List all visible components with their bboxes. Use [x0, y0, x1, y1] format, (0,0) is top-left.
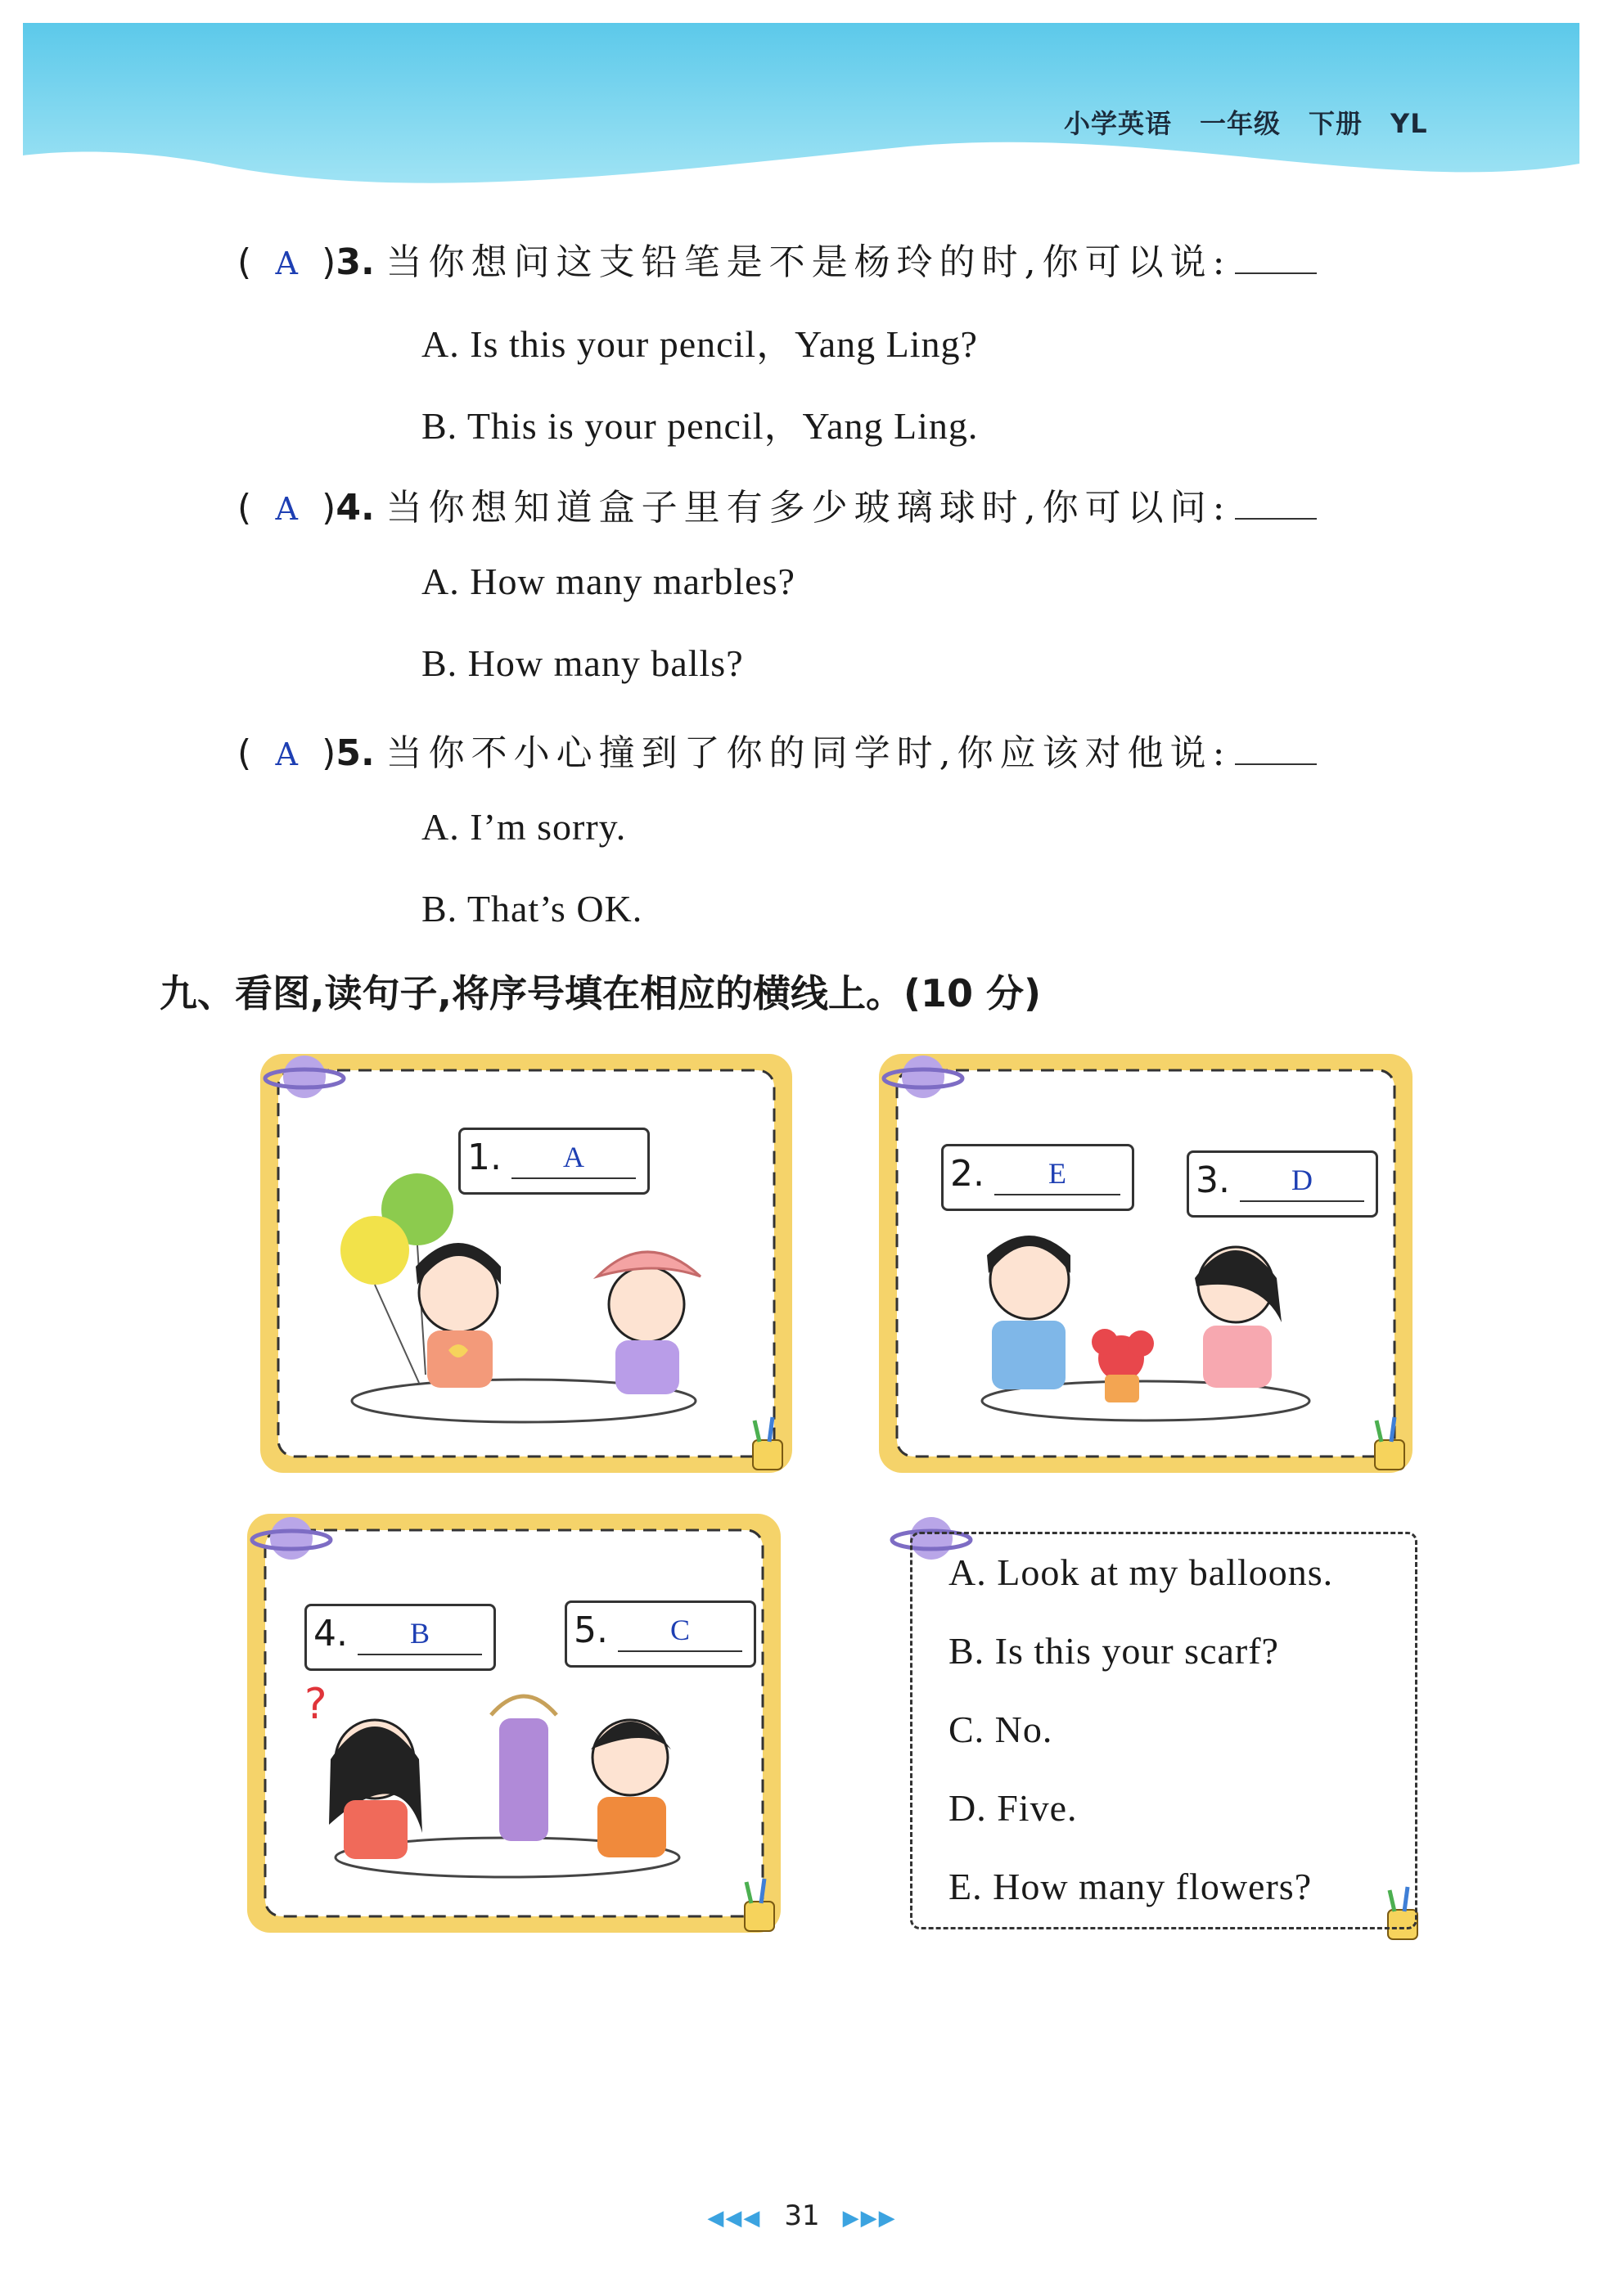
header-volume: 下册: [1309, 108, 1363, 139]
blank-answer: A: [563, 1141, 584, 1173]
blank-label: 4.: [313, 1613, 348, 1654]
option-a: A. I’m sorry.: [421, 806, 627, 848]
answer-mark: A: [275, 736, 298, 772]
option-b: B. That’s OK.: [421, 888, 643, 930]
speech-bubble-1: [458, 1128, 650, 1195]
choice-c: C. No.: [948, 1708, 1053, 1750]
page-number: 31: [784, 2199, 820, 2232]
prev-arrows-icon: ◀◀◀: [707, 2206, 762, 2231]
speech-bubble-5: [565, 1600, 756, 1668]
option-b: B. How many balls?: [421, 642, 744, 684]
header-grade: 一年级: [1200, 108, 1282, 139]
speech-bubble-2: [941, 1144, 1134, 1211]
choice-d: D. Five.: [948, 1787, 1078, 1829]
next-arrows-icon: ▶▶▶: [842, 2206, 897, 2231]
answer-mark: A: [275, 491, 298, 527]
speech-bubble-4: [304, 1604, 496, 1671]
question-number: 4.: [336, 487, 375, 529]
blank-answer: E: [1048, 1157, 1066, 1190]
option-a: A. Is this your pencil，Yang Ling?: [421, 323, 978, 365]
answer-mark: A: [275, 245, 298, 281]
blank-answer: C: [669, 1614, 690, 1646]
blank-label: 2.: [950, 1153, 984, 1195]
section-9-title: 九、看图,读句子,将序号填在相应的横线上。(10 分): [160, 971, 1042, 1015]
question-stem: 当你想问这支铅笔是不是杨玲的时,你可以说:: [385, 241, 1232, 283]
panel-2-frame: [879, 1054, 1413, 1473]
question-3: ( A )3. 当你想问这支铅笔是不是杨玲的时,你可以说:: [237, 232, 1317, 285]
header-subject: 小学英语: [1064, 108, 1173, 139]
question-stem: 当你想知道盒子里有多少玻璃球时,你可以问:: [385, 487, 1232, 529]
blank-answer: D: [1291, 1164, 1313, 1196]
question-number: 5.: [336, 732, 375, 774]
choice-b: B. Is this your scarf?: [948, 1630, 1279, 1672]
choice-a: A. Look at my balloons.: [948, 1551, 1334, 1593]
header-edition: YL: [1390, 108, 1428, 139]
panel-1-frame: [260, 1054, 792, 1473]
blank-label: 1.: [467, 1137, 502, 1178]
question-number: 3.: [336, 241, 375, 283]
choice-e: E. How many flowers?: [948, 1866, 1313, 1907]
speech-bubble-3: [1187, 1150, 1378, 1218]
option-b: B. This is your pencil，Yang Ling.: [421, 405, 979, 447]
question-5: ( A )5. 当你不小心撞到了你的同学时,你应该对他说:: [237, 723, 1317, 776]
blank-label: 5.: [574, 1609, 608, 1651]
page-footer: [0, 2199, 1604, 2232]
option-a: A. How many marbles?: [421, 560, 795, 602]
choices-box: [910, 1532, 1417, 1929]
blank-label: 3.: [1196, 1159, 1230, 1201]
question-4: ( A )4. 当你想知道盒子里有多少玻璃球时,你可以问:: [237, 478, 1317, 530]
question-stem: 当你不小心撞到了你的同学时,你应该对他说:: [385, 732, 1232, 774]
svg-text:?: ?: [304, 1680, 327, 1729]
blank-answer: B: [409, 1617, 430, 1650]
